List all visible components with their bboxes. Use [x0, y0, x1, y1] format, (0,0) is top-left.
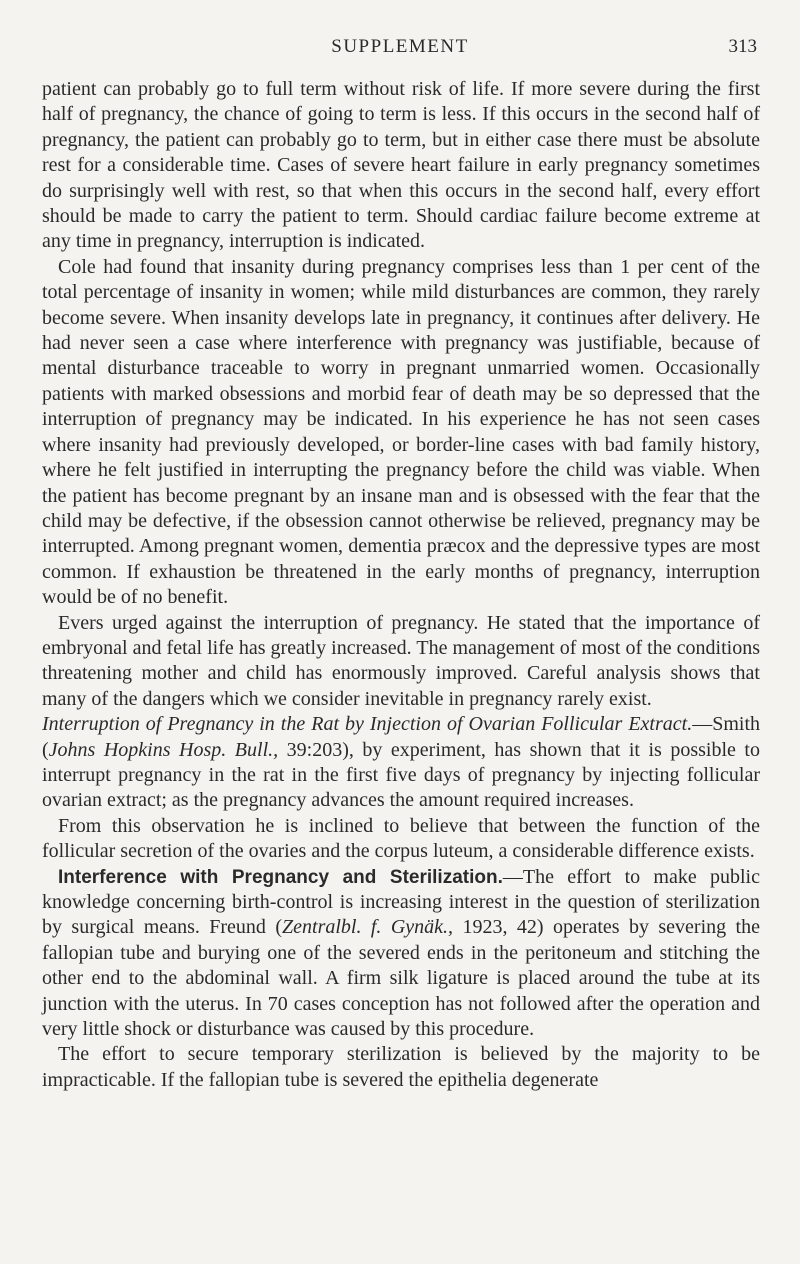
paragraph-evers: Evers urged against the interruption of pregnancy. He stated that the importance of embryonal and fetal life has greatly increased. The management of most of the conditions threatening mother and child has enormously improved. Careful analysis shows that many of the dangers which we consider inevitable in pregnancy rarely exist. — [42, 611, 760, 710]
journal-citation: Zentralbl. f. Gynäk., — [282, 916, 454, 939]
body-text — [42, 77, 760, 1093]
text-segment: 39:203), by experiment, has shown that it is possible to interrupt pregnancy in the rat in the first five days of pregnancy by injecting follicular ovarian extract; as the pregnancy advances the amount required increases. — [42, 738, 760, 812]
text-segment: —Smith ( — [42, 713, 760, 761]
page-header — [0, 36, 800, 66]
paragraph-insanity: Cole had found that insanity during pregnancy comprises less than 1 per cent of the total percentage of insanity in women; while mild disturbances are common, they rarely become severe. When insanity develops late in pregnancy, it continues after delivery. He had never seen a case where interference with pregnancy was justifiable, because of mental disturbance traceable to worry in pregnant unmarried women. Occasionally patients with marked obsessions and morbid fear of death may be so depressed that the interruption of pregnancy may be indicated. In his experience he has not seen cases where insanity had previously developed, or border-line cases with bad family history, where he felt justified in interrupting the pregnancy before the child was viable. When the patient has become pregnant by an insane man and is obsessed with the fear that the child may be defective, if the obsession cannot otherwise be relieved, pregnancy may be interrupted. Among pregnant women, dementia præcox and the depressive types are most common. If exhaustion be threatened in the early months of pregnancy, interruption would be of no benefit. — [42, 255, 760, 609]
paragraph-cardiac: patient can probably go to full term without risk of life. If more severe during the first half of pregnancy, the chance of going to term is less. If this occurs in the second half of pregnancy, the patient can probably go to term, but in either case there must be absolute rest for a considerable time. Cases of severe heart failure in early pregnancy sometimes do surprisingly well with rest, so that when this occurs in the second half, every effort should be made to carry the patient to term. Should cardiac failure become extreme at any time in pregnancy, interruption is indicated. — [42, 78, 760, 253]
page-number: 313 — [728, 36, 757, 57]
section-heading-sterilization: Interference with Pregnancy and Sterilization. — [58, 866, 503, 888]
paragraph-observation: From this observation he is inclined to believe that between the function of the follicular secretion of the ovaries and the corpus luteum, a considerable difference exists. — [42, 814, 760, 863]
text-segment: —The effort to make public knowledge concerning birth-control is increasing interest in the question of sterilization by surgical means. Freund ( — [42, 865, 760, 939]
paragraph-temporary-sterilization: The effort to secure temporary sterilization is believed by the majority to be impracticable. If the fallopian tube is severed the epithelia degenerate — [42, 1043, 760, 1091]
journal-citation: Johns Hopkins Hosp. Bull., — [48, 738, 279, 761]
paragraph-rat-injection — [42, 712, 760, 814]
running-head: SUPPLEMENT — [331, 36, 469, 57]
section-title-rat: Interruption of Pregnancy in the Rat by Injection of Ovarian Follicular Extract. — [42, 713, 693, 736]
paragraph-sterilization — [42, 865, 760, 1043]
text-segment: 1923, 42) operates by severing the fallopian tube and burying one of the severed ends in the peritoneum and stitching the other end to the abdominal wall. A firm silk ligature is placed around the tube at its junction with the uterus. In 70 cases conception has not followed after the operation and very little shock or disturbance was caused by this procedure. — [42, 916, 760, 1041]
